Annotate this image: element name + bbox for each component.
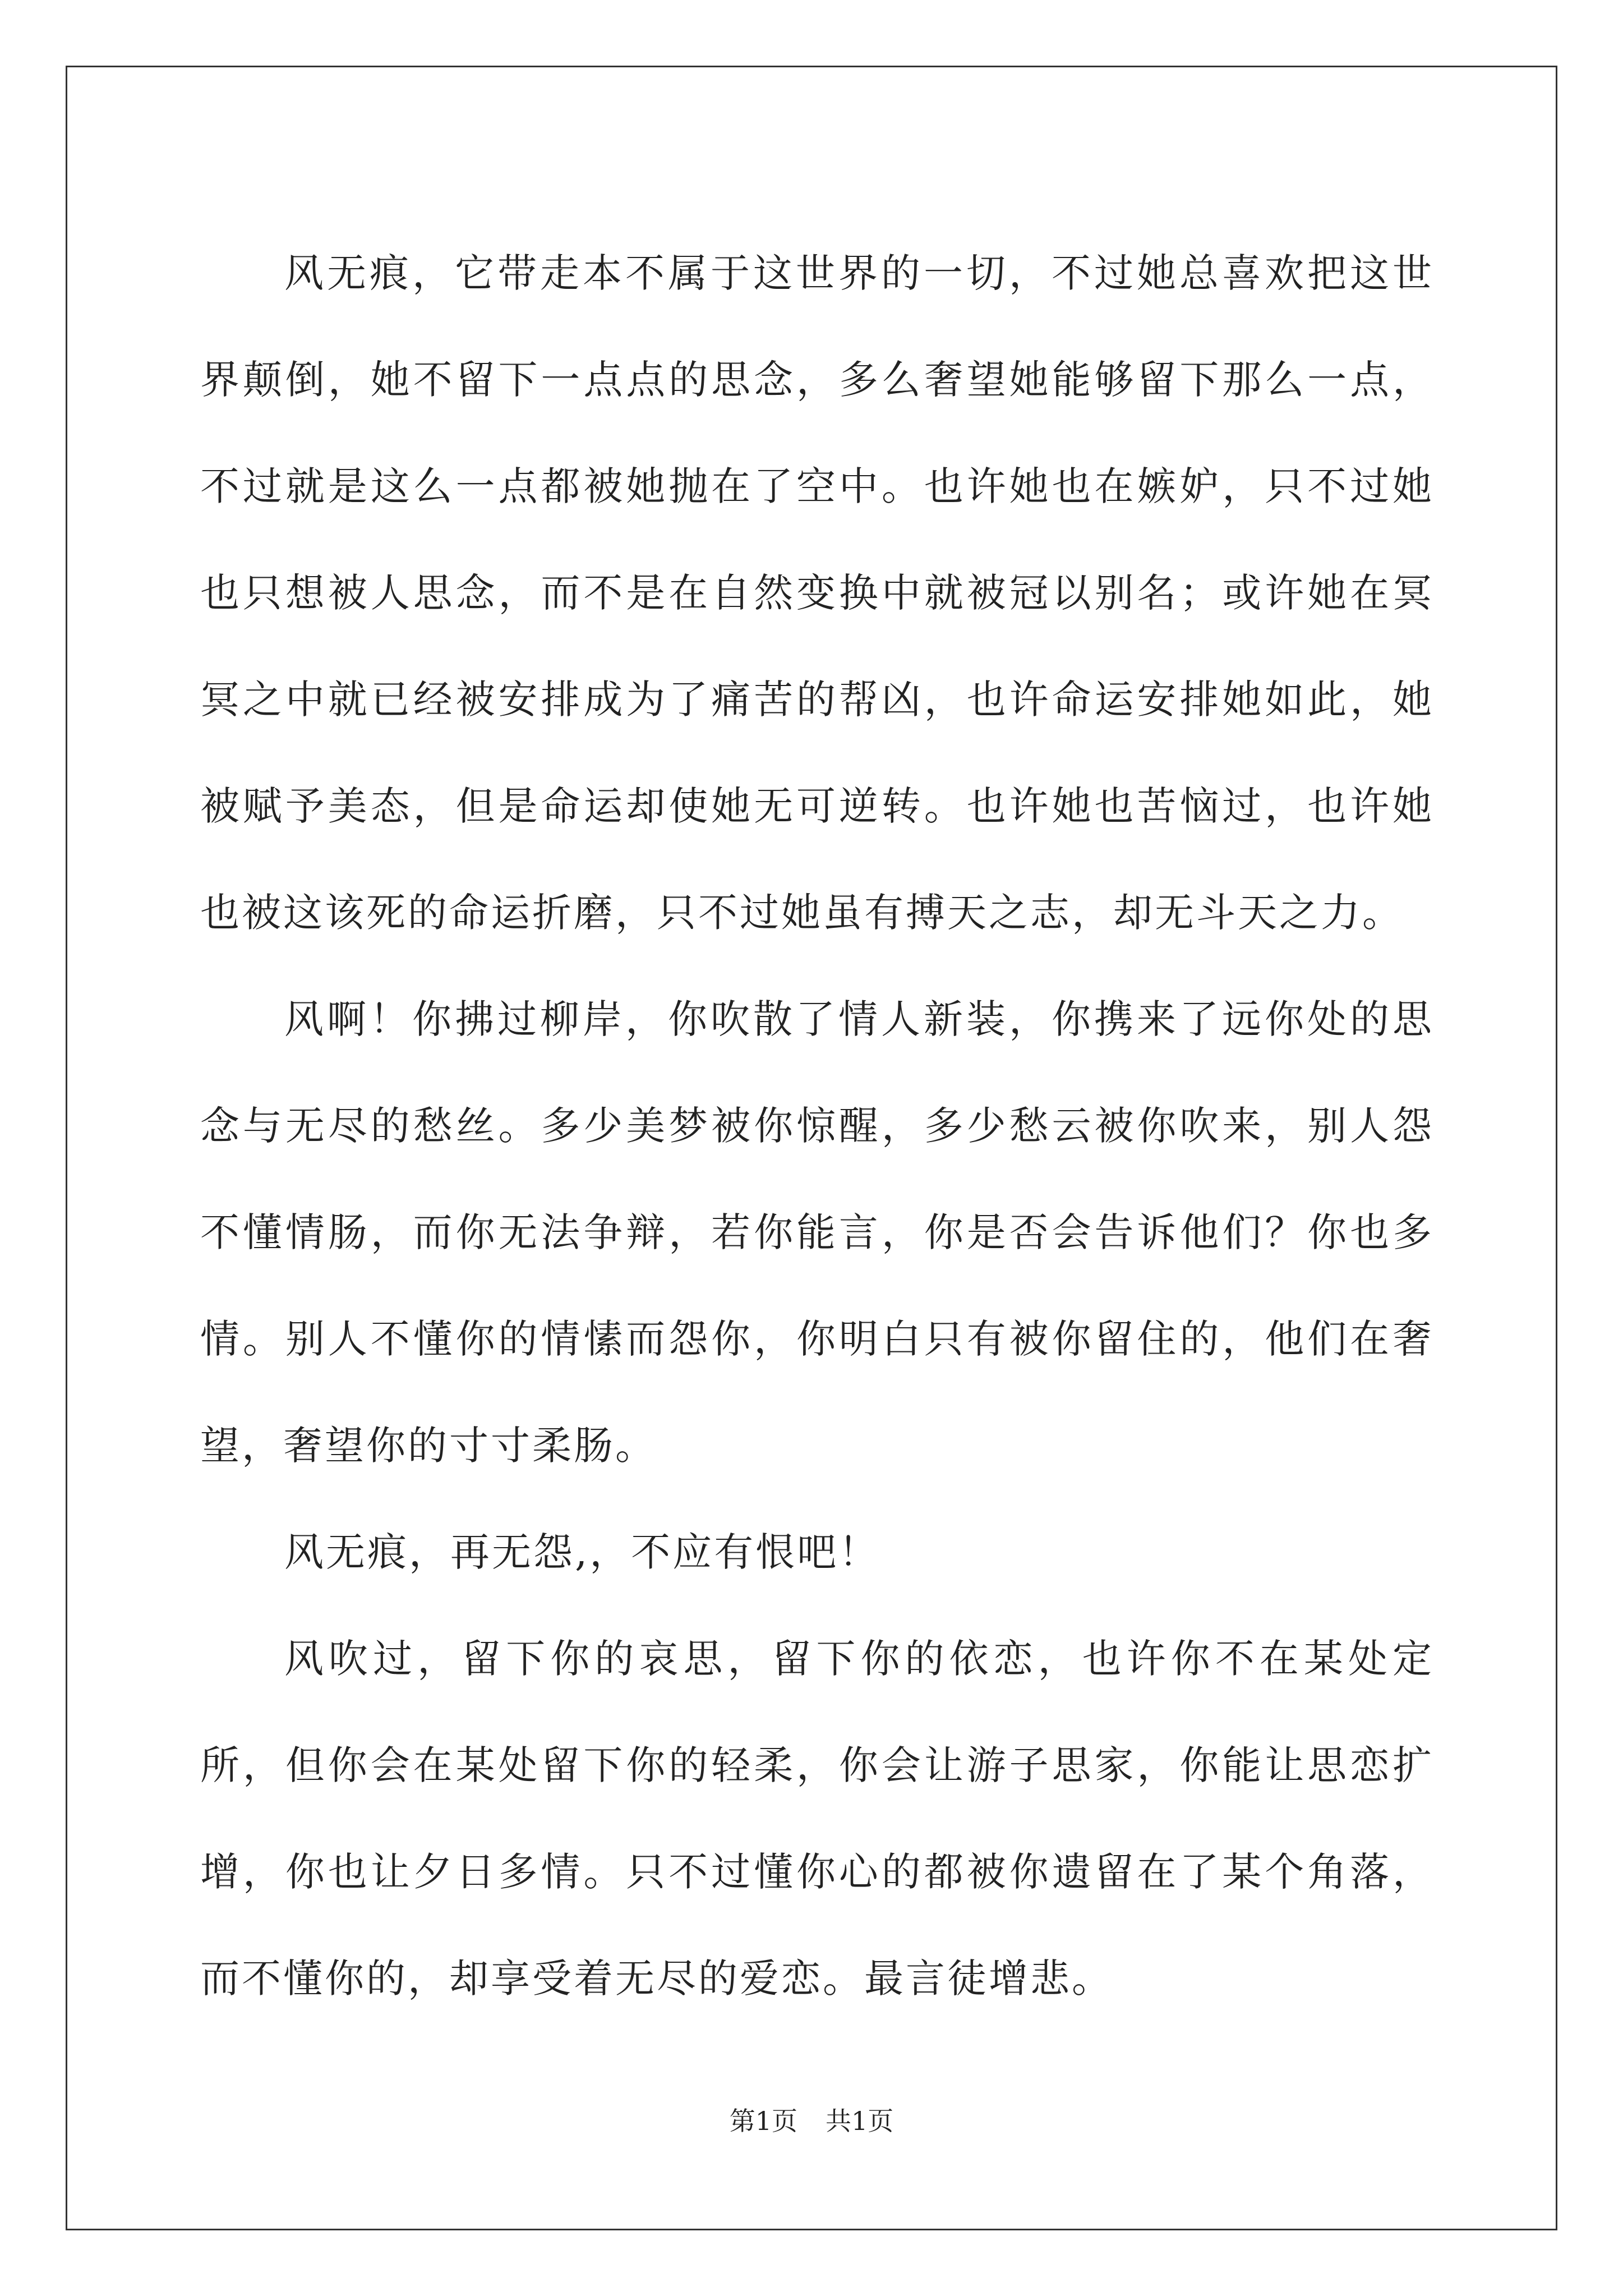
- paragraph-2: 风啊！你拂过柳岸，你吹散了情人新装，你携来了远你处的思念与无尽的愁丝。多少美梦被你惊醒，多少愁云被你吹来，别人怨不懂情肠，而你无法争辩，若你能言，你是否会告诉他们？你也多情。别人不懂你的情愫而怨你，你明白只有被你留住的，他们在奢望，奢望你的寸寸柔肠。: [200, 996, 1434, 1469]
- paragraph-1: 风无痕，它带走本不属于这世界的一切，不过她总喜欢把这世界颠倒，她不留下一点点的思念，多么奢望她能够留下那么一点，不过就是这么一点都被她抛在了空中。也许她也在嫉妒，只不过她也只想被人思念，而不是在自然变换中就被冠以别名；或许她在冥冥之中就已经被安排成为了痛苦的帮凶，也许命运安排她如此，她被赋予美态，但是命运却使她无可逆转。也许她也苦恼过，也许她也被这该死的命运折磨，只不过她虽有搏天之志，却无斗天之力。: [200, 250, 1434, 936]
- paragraph-3: 风无痕，再无怨,，不应有恨吧！: [284, 1529, 880, 1575]
- page-number-current: 第1页: [729, 2106, 797, 2136]
- page-footer: [0, 2101, 1623, 2138]
- document-body: [200, 220, 1434, 2032]
- paragraph-4: 风吹过，留下你的哀思，留下你的依恋，也许你不在某处定所，但你会在某处留下你的轻柔，你会让游子思家，你能让思恋扩增，你也让夕日多情。只不过懂你心的都被你遗留在了某个角落，而不懂你的，却享受着无尽的爱恋。最言徒增悲。: [200, 1636, 1434, 2001]
- page-number-total: 共1页: [826, 2106, 894, 2136]
